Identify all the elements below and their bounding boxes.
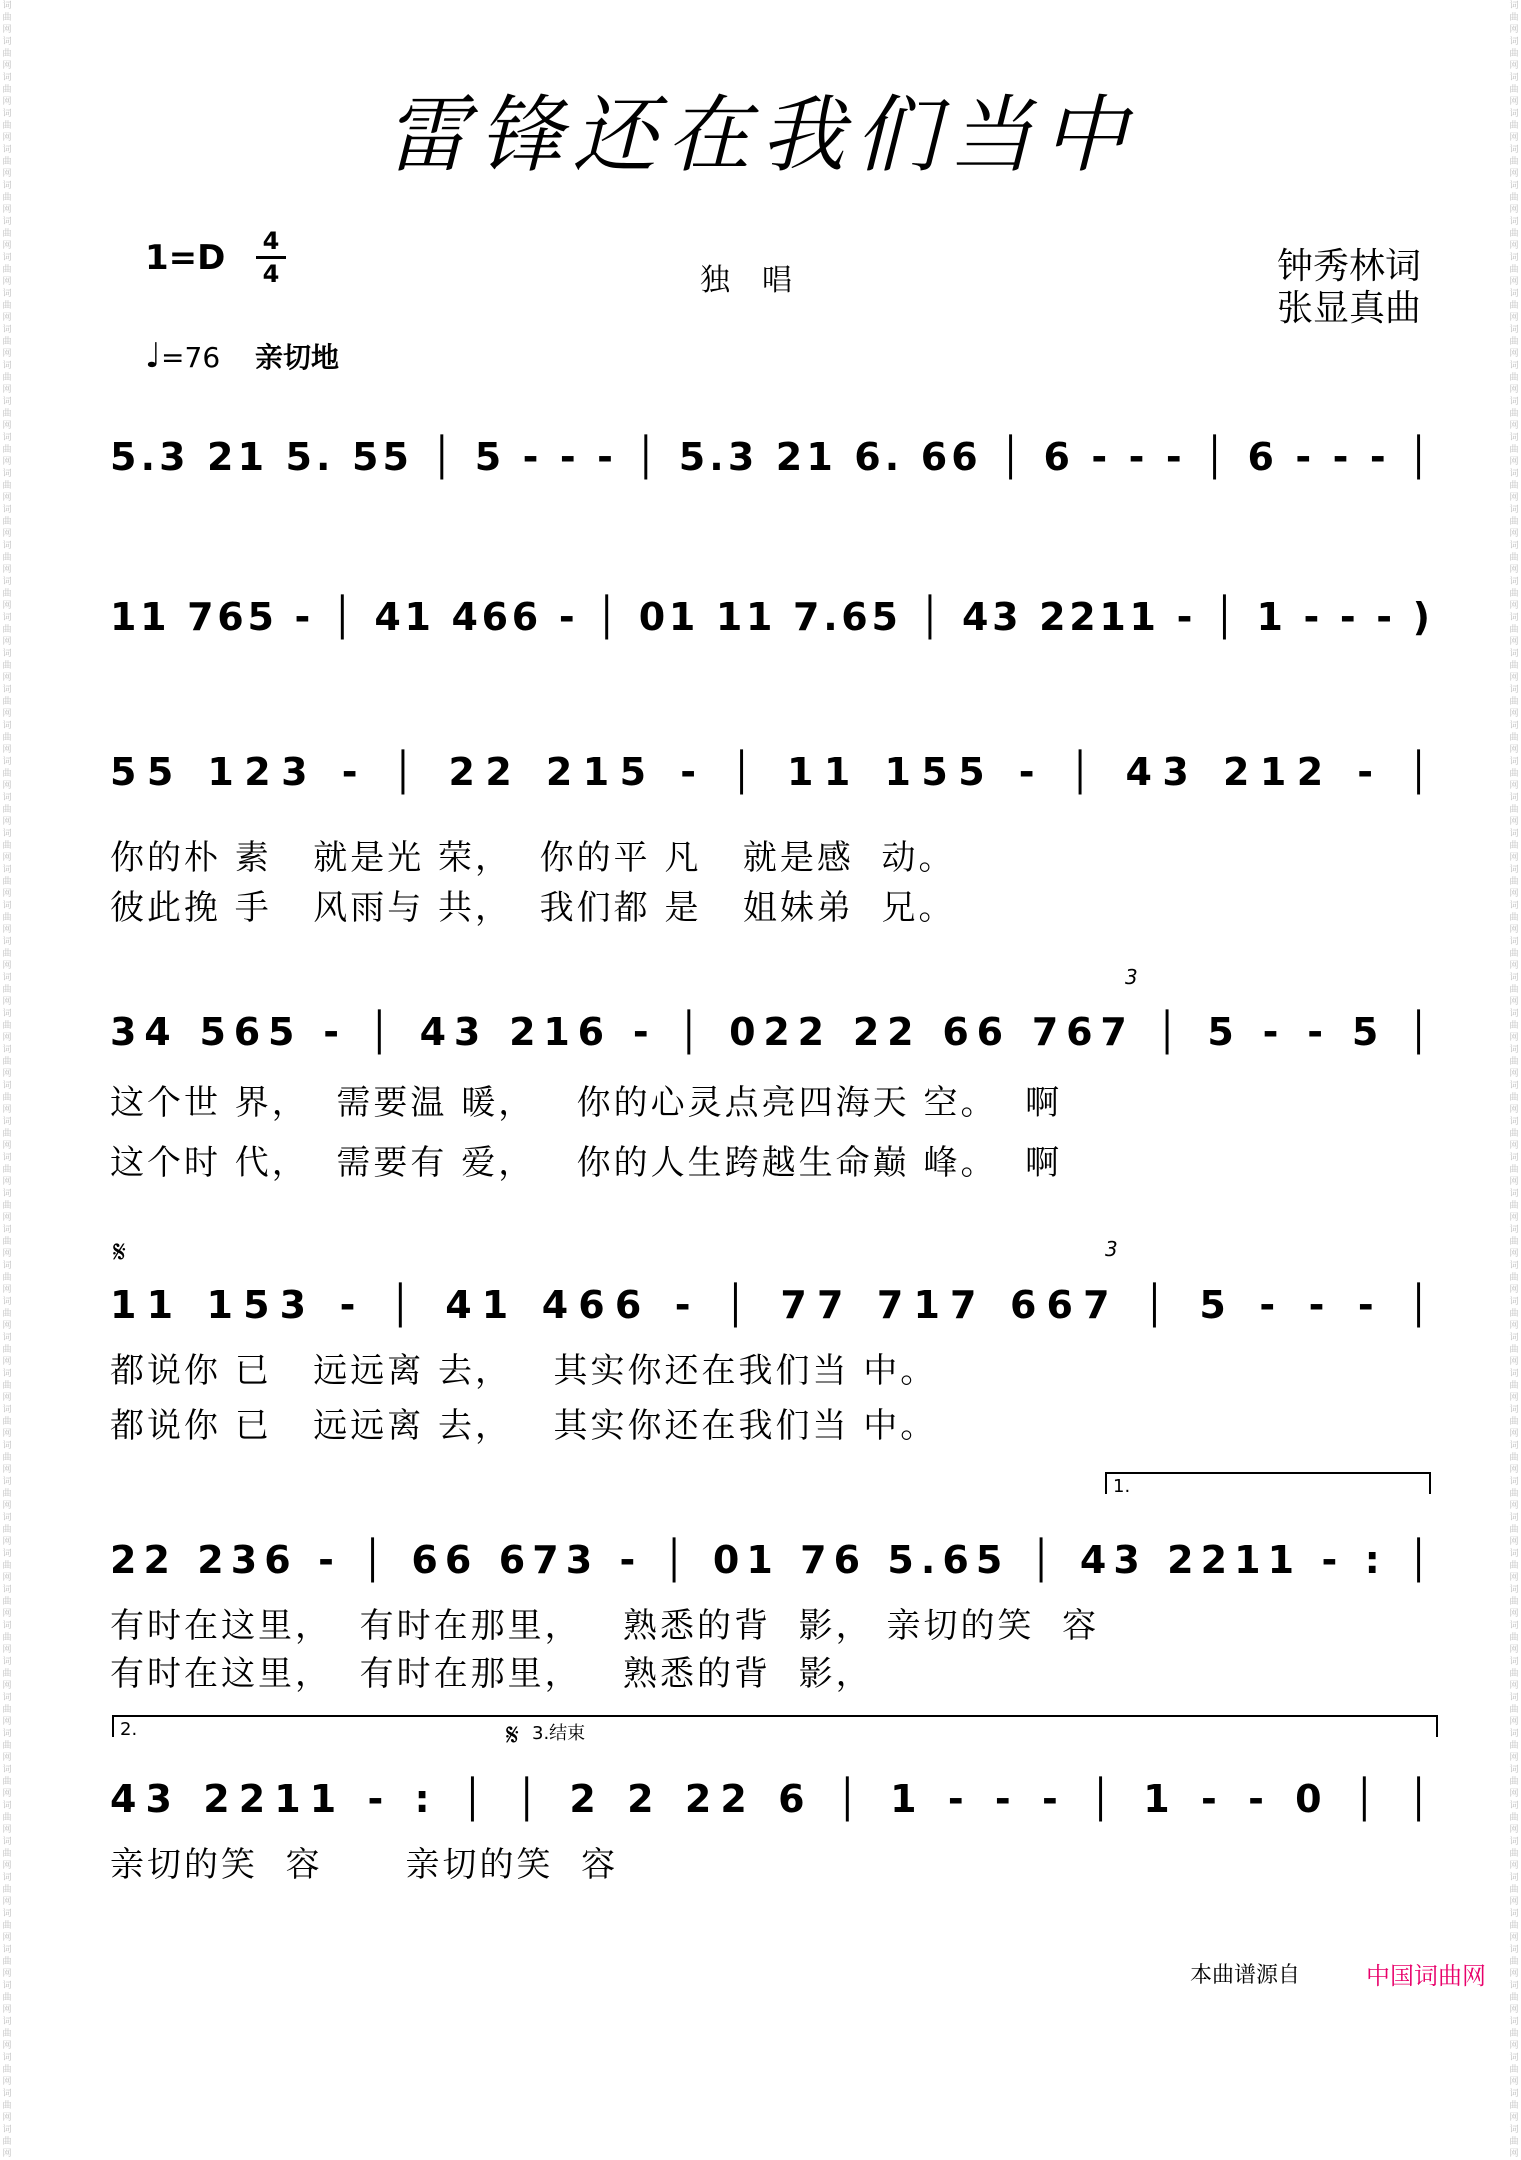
volta-1-label: 1. (1113, 1476, 1131, 1497)
lyric-line: 都说你 已 远远离 去， 其实你还在我们当 中。 (110, 1351, 938, 1391)
notation-text: 11 153 - │ 41 466 - │ 77 717 667 │ 5 - - - │ (110, 1283, 1430, 1327)
left-watermark-strip: 词曲网词曲网词曲网词曲网词曲网词曲网词曲网词曲网词曲网词曲网词曲网词曲网词曲网词曲网词曲网词曲网词曲网词曲网词曲网词曲网词曲网词曲网词曲网词曲网词曲网词曲网词曲网词曲网词曲网词曲网词曲网词曲网词曲网词曲网词曲网词曲网词曲网词曲网词曲网词曲网词曲网词曲网词曲网词曲网词曲网词曲网词曲网词曲网词曲网词曲网词曲网词曲网词曲网词曲网词曲网词曲网词曲网词曲网词曲网词曲网 (2, 1, 12, 2159)
lyric-line: 你的朴 素 就是光 荣， 你的平 凡 就是感 动。 (110, 838, 956, 878)
tempo-marking (145, 336, 220, 376)
quarter-note-icon: ♩ (145, 336, 162, 376)
key-signature: 1=D (145, 238, 226, 278)
expression-marking: 亲切地 (255, 341, 340, 374)
notation-row-7 (110, 1762, 1440, 1832)
notation-text: 43 2211 - : │ │ 2 2 22 6 │ 1 - - - │ 1 - - 0 │ │ (110, 1777, 1431, 1821)
lyric-line: 这个世 界， 需要温 暖， 你的心灵点亮四海天 空。 啊 (110, 1083, 1063, 1123)
lyric-line: 亲切的笑 容 亲切的笑 容 (110, 1845, 619, 1885)
volta-2-bracket (112, 1715, 1438, 1744)
notation-text: 22 236 - │ 66 673 - │ 01 76 5.65 │ 43 2211 - : │ (110, 1538, 1430, 1582)
notation-text: 11 765 - │ 41 466 - │ 01 11 7.65 │ 43 2211 - │ 1 - - - ) (110, 595, 1430, 639)
notation-text: 55 123 - │ 22 215 - │ 11 155 - │ 43 212 - │ (110, 750, 1430, 794)
notation-text: 5.3 21 5. 55 │ 5 - - - │ 5.3 21 6. 66 │ 6 - - - │ 6 - - - │ (110, 435, 1430, 479)
lyric-line: 有时在这里， 有时在那里， 熟悉的背 影， 亲切的笑 容 (110, 1606, 1100, 1646)
time-signature-top: 4 (262, 227, 280, 255)
notation-row-3 (110, 735, 1440, 805)
volta-3-label: 3.结束 (532, 1723, 586, 1744)
triplet-mark: 3 (1125, 965, 1138, 989)
notation-row-6 (110, 1523, 1440, 1593)
segno-mark: 𝄋 (506, 1718, 519, 1753)
lyric-line: 彼此挽 手 风雨与 共， 我们都 是 姐妹弟 兄。 (110, 888, 956, 928)
notation-row-5 (110, 1268, 1440, 1338)
composer-credit: 张显真曲 (1276, 288, 1421, 329)
lyric-line: 都说你 已 远远离 去， 其实你还在我们当 中。 (110, 1406, 938, 1446)
lyric-line: 这个时 代， 需要有 爱， 你的人生跨越生命巅 峰。 啊 (110, 1143, 1063, 1183)
segno-mark: 𝄋 (113, 1235, 126, 1270)
notation-row-1 (110, 420, 1440, 490)
lyricist-credit: 钟秀林词 (1276, 246, 1421, 287)
notation-row-4 (110, 995, 1440, 1065)
time-signature-divider (256, 256, 286, 259)
tempo-value: =76 (161, 341, 221, 374)
performance-type: 独唱 (700, 263, 824, 298)
right-watermark-strip: 词曲网词曲网词曲网词曲网词曲网词曲网词曲网词曲网词曲网词曲网词曲网词曲网词曲网词曲网词曲网词曲网词曲网词曲网词曲网词曲网词曲网词曲网词曲网词曲网词曲网词曲网词曲网词曲网词曲网词曲网词曲网词曲网词曲网词曲网词曲网词曲网词曲网词曲网词曲网词曲网词曲网词曲网词曲网词曲网词曲网词曲网词曲网词曲网词曲网词曲网词曲网词曲网词曲网词曲网词曲网词曲网词曲网词曲网词曲网词曲网 (1509, 1, 1519, 2159)
source-site-link[interactable]: 中国词曲网 (1366, 1962, 1486, 1990)
lyric-line: 有时在这里， 有时在那里， 熟悉的背 影， (110, 1654, 873, 1694)
notation-row-2 (110, 580, 1440, 650)
notation-text: 34 565 - │ 43 216 - │ 022 22 66 767 │ 5 - - 5 │ (110, 1010, 1431, 1054)
triplet-mark: 3 (1105, 1237, 1118, 1261)
volta-1-bracket (1105, 1472, 1431, 1497)
time-signature (256, 228, 286, 287)
time-signature-bottom: 4 (262, 260, 280, 288)
volta-2-label: 2. (120, 1719, 138, 1740)
source-label: 本曲谱源自 (1190, 1963, 1301, 1988)
song-title: 雷锋还在我们当中 (384, 86, 1137, 184)
